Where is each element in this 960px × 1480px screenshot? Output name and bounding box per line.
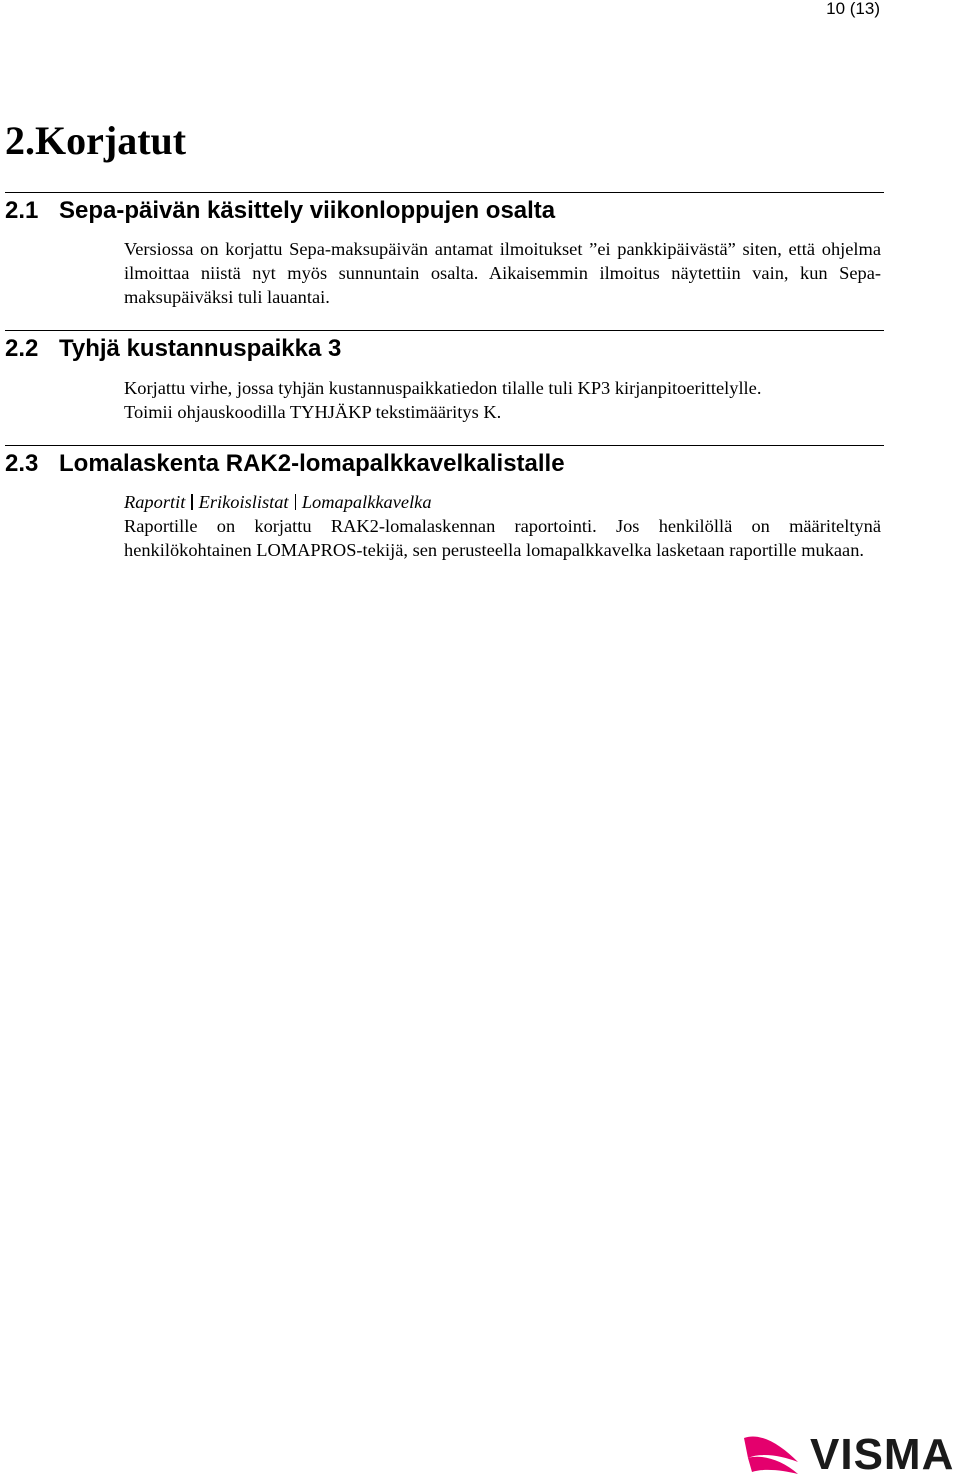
visma-mark-icon — [744, 1436, 798, 1474]
section-number: 2.2 — [5, 335, 39, 362]
path-separator — [191, 494, 192, 510]
section-body-2-1: Versiossa on korjattu Sepa-maksupäivän antamat ilmoitukset ”ei pankkipäivästä” siten, että ohjelma ilmoittaa niistä nyt myös sunnuntain osalta. Aikaisemmin ilmoitus näytettiin vain, kun Sepa-maksupäiväksi tuli lauantai. — [124, 239, 881, 307]
logo-wordmark: VISMA — [810, 1430, 955, 1476]
section-heading-2-2 — [5, 334, 341, 364]
visma-logo — [742, 1428, 960, 1476]
section-heading-2-1 — [5, 196, 555, 226]
section-number: 2.3 — [5, 450, 39, 477]
section-number: 2.1 — [5, 197, 39, 224]
menu-path-item: Raportit — [124, 492, 186, 512]
menu-path-item: Lomapalkkavelka — [301, 492, 432, 512]
section-divider — [5, 192, 884, 193]
section-title: Sepa-päivän käsittely viikonloppujen osalta — [59, 197, 556, 224]
section-divider — [5, 330, 884, 331]
body-line: Korjattu virhe, jossa tyhjän kustannuspaikkatiedon tilalle tuli KP3 kirjanpitoerittelylle. — [124, 378, 762, 398]
page-number: 10 (13) — [826, 0, 880, 18]
section-heading-2-3 — [5, 449, 565, 479]
section-divider — [5, 445, 884, 446]
menu-path-item: Erikoislistat — [198, 492, 289, 512]
menu-path — [124, 490, 881, 514]
section-title: Tyhjä kustannuspaikka 3 — [59, 335, 342, 362]
body-line: Toimii ohjauskoodilla TYHJÄKP tekstimääritys K. — [124, 402, 502, 422]
section-title: Lomalaskenta RAK2-lomapalkkavelkalistalle — [59, 450, 565, 477]
path-separator — [295, 494, 296, 510]
section-body-2-2 — [124, 376, 881, 424]
section-body-2-3: Raportille on korjattu RAK2-lomalaskennan raportointi. Jos henkilöllä on määriteltynä henkilökohtainen LOMAPROS-tekijä, sen perusteella lomapalkkavelka lasketaan raportille mukaan. — [124, 516, 881, 560]
chapter-title: 2.Korjatut — [5, 118, 187, 163]
